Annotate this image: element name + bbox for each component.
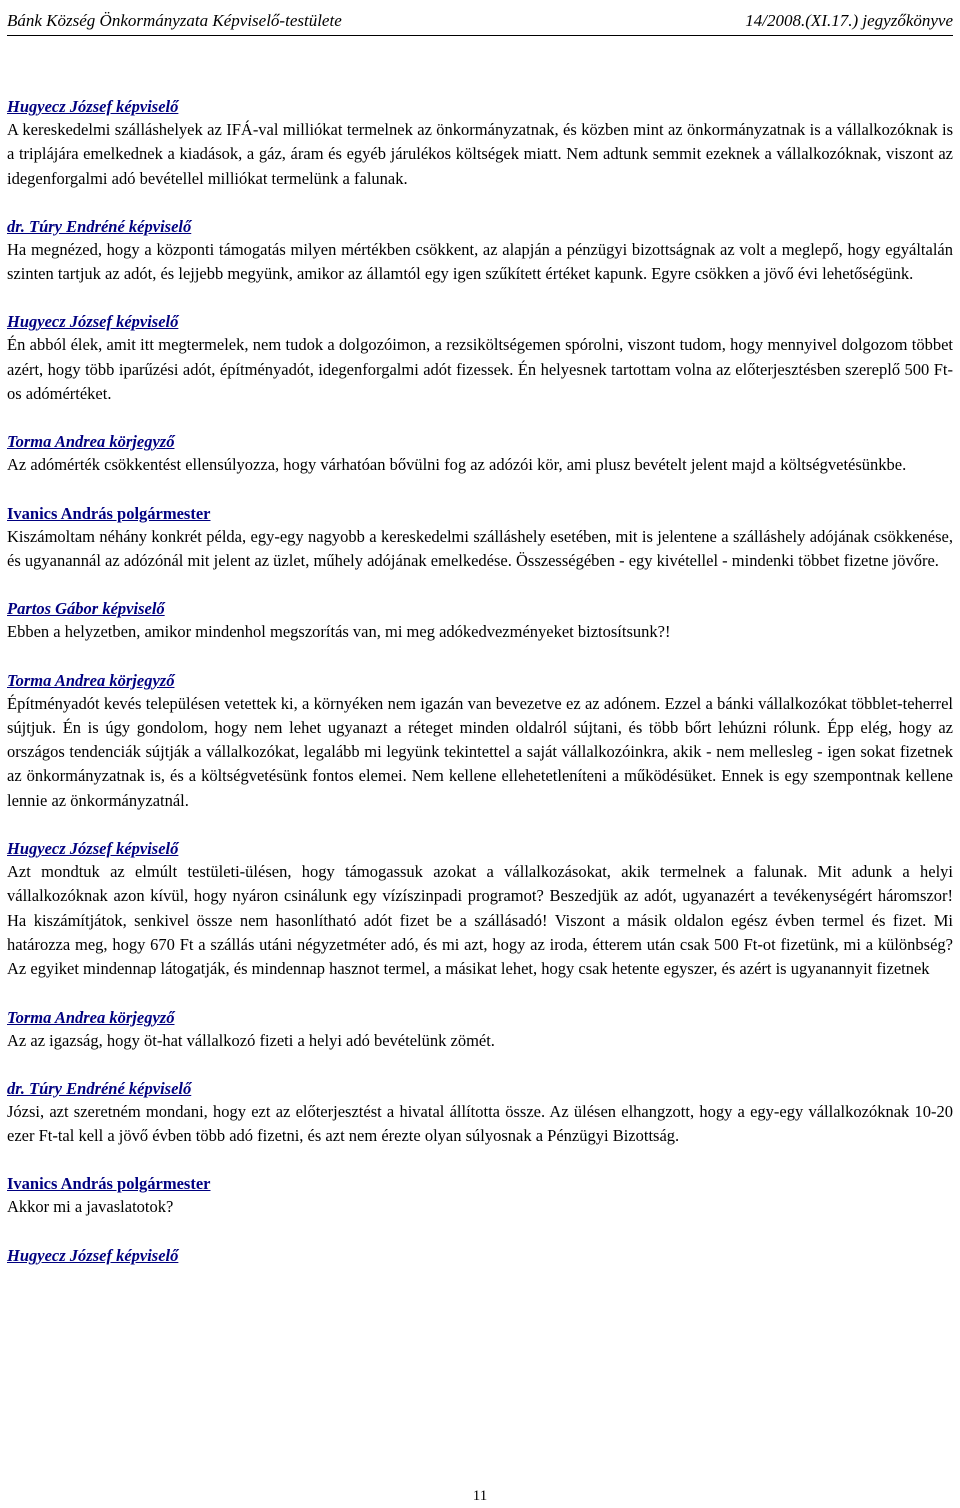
speech-entry bbox=[7, 1006, 953, 1053]
page-header bbox=[7, 0, 953, 36]
speech-text: Azt mondtuk az elmúlt testületi-ülésen, hogy támogassuk azokat a vállalkozásokat, akik termelnek a falunak. Mit adunk a helyi vállalkozóknak azon kívül, hogy nyáron csinálunk egy vízíszinpadi programot? Beszedjük az adót, ugyanazért a tevékenységért háromszor! Ha kiszámítjátok, senkivel össze nem hasonlítható adót fizet be a szállásadó! Viszont a másik oldalon egész évben termel és fizet. Mi határozza meg, hogy 670 Ft a szállás utáni négyzetméter adó, és mi azt, hogy az iroda, étterem után csak 500 Ft-ot fizetünk, mi a különbség? Az egyiket mindennap látogatják, és mindennap hasznot termel, a másikat lehet, hogy csak hetente egyszer, és azért is ugyanannyit fizetnek bbox=[7, 862, 953, 979]
speech-text: Kiszámoltam néhány konkrét példa, egy-egy nagyobb a kereskedelmi szálláshely esetében, mit is jelentene a szálláshely adójának csökkenése, és ugyanannál az adózónál mit jelent az üzlet, műhely adójának emelkedése. Összességében - egy kivétellel - mindenki többet fizetne jövőre. bbox=[7, 526, 953, 570]
speech-entry bbox=[7, 310, 953, 406]
speaker-name: Torma Andrea körjegyző bbox=[7, 670, 175, 690]
speaker-name: Hugyecz József képviselő bbox=[7, 312, 179, 332]
speaker-name: Partos Gábor képviselő bbox=[7, 599, 165, 619]
speaker-name: Hugyecz József képviselő bbox=[7, 97, 179, 116]
speech-text: Ha megnézed, hogy a központi támogatás milyen mértékben csökkent, az alapján a pénzügyi bizottságnak az volt a meglepő, hogy egyáltalán szinten tartjuk az adót, és lejjebb megyünk, amikor az államtól egy igen szűkített értéket kapunk. Egyre csökken a jövő évi lehetőségünk. bbox=[7, 239, 953, 284]
speech-entry bbox=[7, 95, 953, 191]
speech-text: Én abból élek, amit itt megtermelek, nem tudok a dolgozóimon, a rezsiköltségemen spórolni, viszont tudom, hogy mennyivel dolgozom többet azért, hogy több iparűzési adót, építményadót, idegenforgalmi adót fizessek. Én helyesnek tartottam volna az előterjesztésben szereplő 500 Ft-os adómértéket. bbox=[7, 335, 953, 404]
speech-entry bbox=[7, 1172, 953, 1219]
speech-entry bbox=[7, 215, 953, 287]
speech-text: Az adómérték csökkentést ellensúlyozza, hogy várhatóan bővülni fog az adózói kör, ami plusz bevételt jelent majd a költségvetésünkbe. bbox=[7, 455, 907, 475]
speech-entry bbox=[7, 597, 953, 644]
page-number: 11 bbox=[472, 1488, 488, 1504]
speaker-name: Hugyecz József képviselő bbox=[7, 839, 179, 859]
speech-text: Akkor mi a javaslatotok? bbox=[7, 1197, 174, 1217]
speech-entry bbox=[7, 1244, 953, 1267]
speech-text: A kereskedelmi szálláshelyek az IFÁ-val milliókat termelnek az önkormányzatnak, és közben mint az önkormányzatnak is a vállalkozóknak is a triplájára emelkednek a kiadások, a gáz, áram és egyéb járulékos költségek miatt. Nem adtunk semmit ezeknek a vállalkozóknak, viszont az idegenforgalmi adó bevétellel milliókat termelünk a falunak. bbox=[7, 120, 953, 188]
header-institution: Bánk Község Önkormányzata Képviselő-testülete bbox=[7, 11, 342, 30]
minutes-body bbox=[7, 95, 953, 1267]
speech-entry bbox=[7, 430, 953, 477]
speech-text: Józsi, azt szeretném mondani, hogy ezt az előterjesztést a hivatal állította össze. Az ülésen elhangzott, hogy a egy-egy vállalkozóknak 10-20 ezer Ft-tal kell a jövő évben több adó fizetni, és azt nem érezte olyan súlyosnak a Pénzügyi Bizottság. bbox=[7, 1101, 953, 1146]
speaker-name: dr. Túry Endréné képviselő bbox=[7, 1078, 192, 1098]
header-minutes-number: 14/2008.(XI.17.) jegyzőkönyve bbox=[745, 11, 953, 30]
speaker-name: Torma Andrea körjegyző bbox=[7, 1007, 175, 1027]
speech-entry bbox=[7, 502, 953, 574]
speaker-name: Ivanics András polgármester bbox=[7, 1174, 211, 1194]
speech-entry bbox=[7, 837, 953, 981]
speaker-name: Ivanics András polgármester bbox=[7, 503, 211, 523]
speech-entry bbox=[7, 669, 953, 813]
speech-entry bbox=[7, 1077, 953, 1149]
speaker-name: dr. Túry Endréné képviselő bbox=[7, 216, 192, 236]
speech-text: Az az igazság, hogy öt-hat vállalkozó fizeti a helyi adó bevételünk zömét. bbox=[7, 1030, 495, 1050]
speaker-name: Hugyecz József képviselő bbox=[7, 1245, 179, 1265]
speaker-name: Torma Andrea körjegyző bbox=[7, 432, 175, 452]
speech-text: Ebben a helyzetben, amikor mindenhol megszorítás van, mi meg adókedvezményeket biztosítsunk?! bbox=[7, 622, 671, 642]
speech-text: Építményadót kevés településen vetettek ki, a környéken nem igazán van bevezetve ez az adónem. Ezzel a bánki vállalkozókat többlet-teherrel sújtjuk. Én is úgy gondolom, hogy nem lehet ugyanazt a réteget minden oldalról sújtani, és több bőrt lehúzni rólunk. Épp elég, hogy az országos tendenciák sújtják a vállalkozókat, legalább mi legyünk tekintettel a saját vállalkozóinkra, akik - nem mellesleg - igen sokat fizetnek az önkormányzatnak is, és a költségvetésünk fontos elemei. Nem kellene ellehetetleníteni a működésüket. Ennek is egy szempontnak kellene lennie az önkormányzatnál. bbox=[7, 693, 953, 810]
